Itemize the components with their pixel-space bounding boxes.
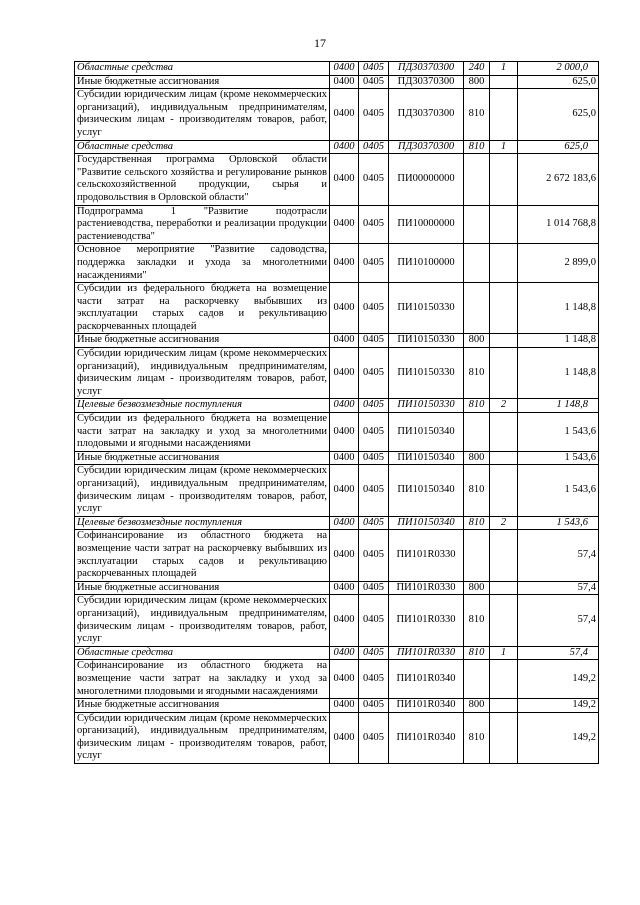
funding-source-cell [490,712,518,763]
row-name-cell: Подпрограмма 1 "Развитие подотрасли растениеводства, переработки и реализации продукции растениеводства" [75,205,330,244]
funding-source-cell [490,154,518,205]
subsection-code-cell: 0405 [359,399,389,413]
section-code-cell: 0400 [330,89,359,140]
subsection-code-cell: 0405 [359,283,389,334]
target-article-cell: ПИ00000000 [389,154,464,205]
row-name-cell: Субсидии из федерального бюджета на возмещение части затрат на закладку и уход за многолетними плодовыми и ягодными насаждениями [75,413,330,452]
funding-source-cell [490,75,518,89]
table-row [75,581,599,595]
amount-cell: 1 543,6 [518,413,599,452]
amount-cell: 57,4 [518,646,599,660]
table-row [75,205,599,244]
section-code-cell: 0400 [330,334,359,348]
amount-cell: 2 000,0 [518,62,599,76]
table-row [75,699,599,713]
row-name-cell: Иные бюджетные ассигнования [75,451,330,465]
section-code-cell: 0400 [330,244,359,283]
target-article-cell: ПИ101R0330 [389,530,464,581]
table-row [75,62,599,76]
target-article-cell: ПД30370300 [389,75,464,89]
row-name-cell: Иные бюджетные ассигнования [75,75,330,89]
amount-cell: 1 543,6 [518,465,599,516]
subsection-code-cell: 0405 [359,516,389,530]
section-code-cell: 0400 [330,530,359,581]
funding-source-cell [490,660,518,699]
target-article-cell: ПД30370300 [389,140,464,154]
section-code-cell: 0400 [330,75,359,89]
expense-type-cell [464,413,490,452]
subsection-code-cell: 0405 [359,712,389,763]
expense-type-cell: 240 [464,62,490,76]
row-name-cell: Областные средства [75,646,330,660]
amount-cell: 625,0 [518,75,599,89]
row-name-cell: Основное мероприятие "Развитие садоводства, поддержка закладки и ухода за многолетними насаждениями" [75,244,330,283]
amount-cell: 1 148,8 [518,283,599,334]
target-article-cell: ПИ10150330 [389,334,464,348]
funding-source-cell [490,89,518,140]
table-row [75,516,599,530]
funding-source-cell [490,283,518,334]
amount-cell: 2 899,0 [518,244,599,283]
section-code-cell: 0400 [330,62,359,76]
table-row [75,399,599,413]
row-name-cell: Областные средства [75,140,330,154]
amount-cell: 1 148,8 [518,399,599,413]
table-row [75,348,599,399]
amount-cell: 149,2 [518,699,599,713]
funding-source-cell [490,244,518,283]
section-code-cell: 0400 [330,516,359,530]
row-name-cell: Целевые безвозмездные поступления [75,516,330,530]
subsection-code-cell: 0405 [359,595,389,646]
funding-source-cell: 1 [490,646,518,660]
amount-cell: 1 014 768,8 [518,205,599,244]
amount-cell: 57,4 [518,581,599,595]
funding-source-cell [490,581,518,595]
expense-type-cell: 810 [464,516,490,530]
expense-type-cell: 800 [464,581,490,595]
subsection-code-cell: 0405 [359,581,389,595]
expense-type-cell [464,283,490,334]
subsection-code-cell: 0405 [359,413,389,452]
table-row [75,712,599,763]
funding-source-cell [490,334,518,348]
row-name-cell: Софинансирование из областного бюджета на возмещение части затрат на закладку и уход за многолетними плодовыми и ягодными насаждениями [75,660,330,699]
target-article-cell: ПИ10150340 [389,465,464,516]
target-article-cell: ПИ10150340 [389,413,464,452]
expense-type-cell: 800 [464,75,490,89]
expense-type-cell: 810 [464,646,490,660]
section-code-cell: 0400 [330,595,359,646]
section-code-cell: 0400 [330,399,359,413]
expense-type-cell: 810 [464,712,490,763]
table-row [75,89,599,140]
row-name-cell: Субсидии из федерального бюджета на возмещение части затрат на раскорчевку выбывших из эксплуатации старых садов и рекультивацию раскорчеванных площадей [75,283,330,334]
subsection-code-cell: 0405 [359,451,389,465]
row-name-cell: Софинансирование из областного бюджета на возмещение части затрат на раскорчевку выбывших из эксплуатации старых садов и рекультивацию раскорчеванных площадей [75,530,330,581]
expense-type-cell [464,244,490,283]
section-code-cell: 0400 [330,451,359,465]
table-row [75,283,599,334]
funding-source-cell [490,205,518,244]
subsection-code-cell: 0405 [359,244,389,283]
row-name-cell: Субсидии юридическим лицам (кроме некоммерческих организаций), индивидуальным предпринимателям, физическим лицам - производителям товаров, работ, услуг [75,595,330,646]
row-name-cell: Субсидии юридическим лицам (кроме некоммерческих организаций), индивидуальным предпринимателям, физическим лицам - производителям товаров, работ, услуг [75,348,330,399]
table-row [75,75,599,89]
expense-type-cell: 810 [464,89,490,140]
table-row [75,334,599,348]
expense-type-cell: 800 [464,451,490,465]
amount-cell: 57,4 [518,530,599,581]
target-article-cell: ПИ10150330 [389,348,464,399]
table-row [75,244,599,283]
row-name-cell: Субсидии юридическим лицам (кроме некоммерческих организаций), индивидуальным предпринимателям, физическим лицам - производителям товаров, работ, услуг [75,89,330,140]
expense-type-cell: 800 [464,699,490,713]
amount-cell: 149,2 [518,660,599,699]
expense-type-cell: 810 [464,348,490,399]
funding-source-cell [490,348,518,399]
subsection-code-cell: 0405 [359,699,389,713]
amount-cell: 625,0 [518,140,599,154]
amount-cell: 625,0 [518,89,599,140]
subsection-code-cell: 0405 [359,154,389,205]
subsection-code-cell: 0405 [359,89,389,140]
table-row [75,646,599,660]
section-code-cell: 0400 [330,581,359,595]
section-code-cell: 0400 [330,205,359,244]
target-article-cell: ПИ10000000 [389,205,464,244]
row-name-cell: Областные средства [75,62,330,76]
subsection-code-cell: 0405 [359,348,389,399]
expense-type-cell: 810 [464,399,490,413]
target-article-cell: ПД30370300 [389,62,464,76]
funding-source-cell [490,595,518,646]
table-row [75,140,599,154]
page-number: 17 [314,36,326,50]
amount-cell: 1 543,6 [518,516,599,530]
table-row [75,530,599,581]
section-code-cell: 0400 [330,140,359,154]
row-name-cell: Субсидии юридическим лицам (кроме некоммерческих организаций), индивидуальным предпринимателям, физическим лицам - производителям товаров, работ, услуг [75,712,330,763]
subsection-code-cell: 0405 [359,660,389,699]
expense-type-cell: 800 [464,334,490,348]
target-article-cell: ПИ10150340 [389,516,464,530]
section-code-cell: 0400 [330,660,359,699]
target-article-cell: ПД30370300 [389,89,464,140]
budget-table [74,61,599,764]
amount-cell: 1 543,6 [518,451,599,465]
subsection-code-cell: 0405 [359,140,389,154]
table-body [75,62,599,764]
expense-type-cell [464,530,490,581]
expense-type-cell [464,660,490,699]
funding-source-cell [490,465,518,516]
table-row [75,595,599,646]
expense-type-cell: 810 [464,140,490,154]
funding-source-cell [490,530,518,581]
subsection-code-cell: 0405 [359,75,389,89]
subsection-code-cell: 0405 [359,205,389,244]
funding-source-cell: 2 [490,399,518,413]
funding-source-cell: 1 [490,62,518,76]
section-code-cell: 0400 [330,413,359,452]
target-article-cell: ПИ10100000 [389,244,464,283]
subsection-code-cell: 0405 [359,530,389,581]
section-code-cell: 0400 [330,154,359,205]
amount-cell: 57,4 [518,595,599,646]
expense-type-cell: 810 [464,595,490,646]
table-row [75,451,599,465]
table-row [75,660,599,699]
amount-cell: 2 672 183,6 [518,154,599,205]
table-row [75,413,599,452]
target-article-cell: ПИ101R0330 [389,581,464,595]
funding-source-cell: 2 [490,516,518,530]
target-article-cell: ПИ101R0330 [389,595,464,646]
section-code-cell: 0400 [330,646,359,660]
funding-source-cell [490,699,518,713]
target-article-cell: ПИ10150330 [389,283,464,334]
amount-cell: 1 148,8 [518,348,599,399]
target-article-cell: ПИ101R0340 [389,699,464,713]
section-code-cell: 0400 [330,465,359,516]
table-row [75,465,599,516]
target-article-cell: ПИ101R0340 [389,712,464,763]
target-article-cell: ПИ101R0340 [389,660,464,699]
subsection-code-cell: 0405 [359,334,389,348]
row-name-cell: Субсидии юридическим лицам (кроме некоммерческих организаций), индивидуальным предпринимателям, физическим лицам - производителям товаров, работ, услуг [75,465,330,516]
row-name-cell: Целевые безвозмездные поступления [75,399,330,413]
subsection-code-cell: 0405 [359,465,389,516]
row-name-cell: Иные бюджетные ассигнования [75,581,330,595]
funding-source-cell [490,451,518,465]
subsection-code-cell: 0405 [359,62,389,76]
row-name-cell: Иные бюджетные ассигнования [75,334,330,348]
target-article-cell: ПИ101R0330 [389,646,464,660]
amount-cell: 1 148,8 [518,334,599,348]
target-article-cell: ПИ10150340 [389,451,464,465]
expense-type-cell [464,205,490,244]
section-code-cell: 0400 [330,699,359,713]
section-code-cell: 0400 [330,283,359,334]
funding-source-cell: 1 [490,140,518,154]
expense-type-cell: 810 [464,465,490,516]
amount-cell: 149,2 [518,712,599,763]
section-code-cell: 0400 [330,348,359,399]
section-code-cell: 0400 [330,712,359,763]
row-name-cell: Иные бюджетные ассигнования [75,699,330,713]
row-name-cell: Государственная программа Орловской области "Развитие сельского хозяйства и регулирование рынков сельскохозяйственной продукции, сырья и продовольствия в Орловской области" [75,154,330,205]
subsection-code-cell: 0405 [359,646,389,660]
target-article-cell: ПИ10150330 [389,399,464,413]
funding-source-cell [490,413,518,452]
expense-type-cell [464,154,490,205]
table-row [75,154,599,205]
